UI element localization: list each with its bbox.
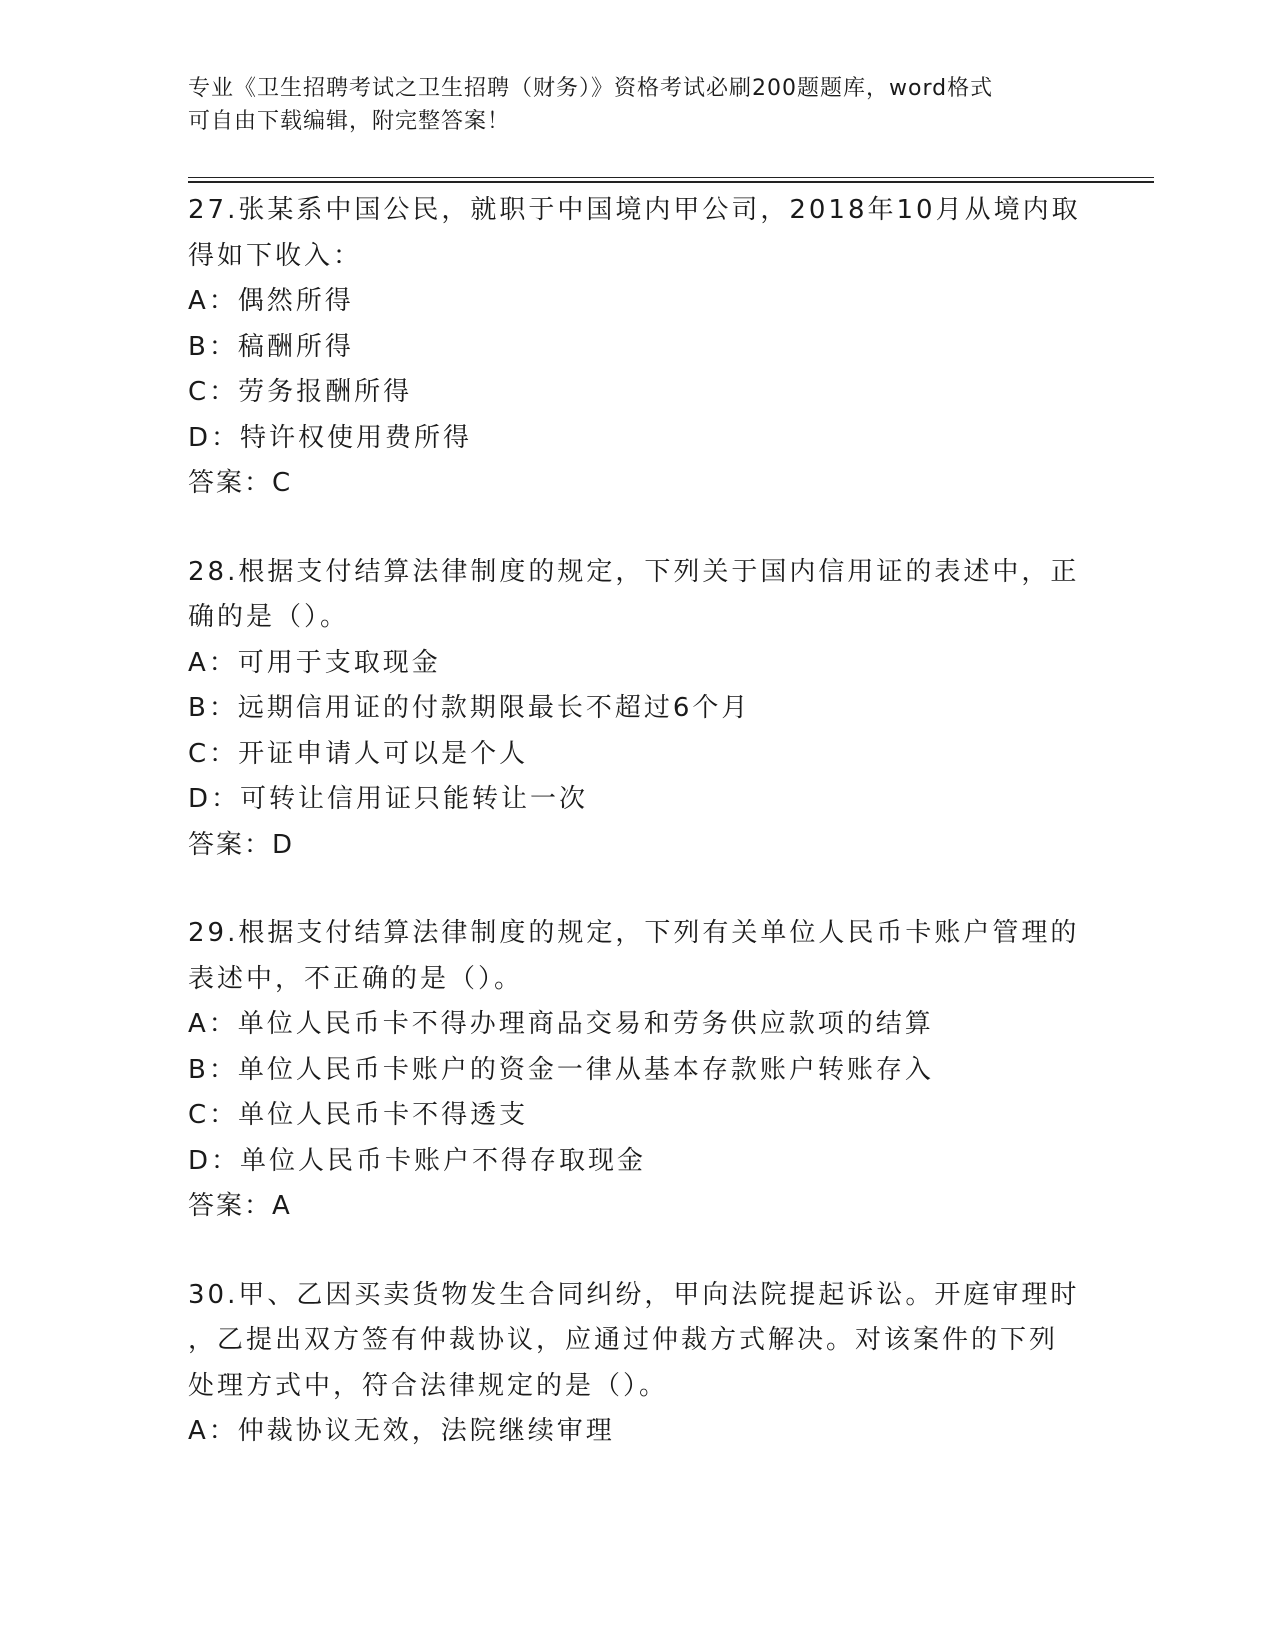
- option-c: C：劳务报酬所得: [188, 377, 413, 407]
- question-stem: [188, 550, 1088, 641]
- option-a: A：偶然所得: [188, 286, 354, 316]
- question-stem-line: 确的是（）。: [188, 602, 350, 632]
- option-d: D：可转让信用证只能转让一次: [188, 784, 589, 814]
- question-stem-line: 得如下收入：: [188, 240, 363, 271]
- document-header: [188, 72, 1088, 138]
- answer-label: 答案：: [188, 1191, 273, 1221]
- header-divider-thick: [188, 181, 1154, 183]
- option-a: A：单位人民币卡不得办理商品交易和劳务供应款项的结算: [188, 1009, 934, 1039]
- option-b: B：远期信用证的付款期限最长不超过6个月: [188, 693, 751, 723]
- question-stem-line: 表述中，不正确的是（）。: [188, 963, 524, 994]
- answer-line: [188, 461, 1088, 507]
- question-27: [188, 188, 1088, 507]
- question-30: [188, 1273, 1088, 1455]
- option-a: A：仲裁协议无效，法院继续审理: [188, 1416, 615, 1446]
- header-title-line-1: 专业《卫生招聘考试之卫生招聘（财务）》资格考试必刷200题题库，word格式: [188, 76, 994, 101]
- answer-label: 答案：: [188, 829, 273, 860]
- question-28: [188, 550, 1088, 869]
- question-stem-line: 30.甲、乙因买卖货物发生合同纠纷，甲向法院提起诉讼。开庭审理时: [188, 1279, 1080, 1310]
- question-29: [188, 911, 1088, 1230]
- header-divider-thin: [188, 177, 1154, 178]
- question-list: [188, 188, 1088, 1498]
- header-title-line-2: 可自由下载编辑，附完整答案！: [188, 109, 511, 134]
- question-stem: [188, 188, 1088, 279]
- option-c: C：开证申请人可以是个人: [188, 738, 529, 769]
- question-stem-line: 29.根据支付结算法律制度的规定，下列有关单位人民币卡账户管理的: [188, 918, 1080, 948]
- answer-label: 答案：: [188, 468, 273, 498]
- answer-value: C: [272, 468, 292, 498]
- option-b: B：稿酬所得: [188, 331, 354, 362]
- answer-value: D: [272, 829, 294, 860]
- question-stem-line: 27.张某系中国公民，就职于中国境内甲公司，2018年10月从境内取: [188, 195, 1081, 225]
- option-d: D：单位人民币卡账户不得存取现金: [188, 1145, 647, 1176]
- option-a: A：可用于支取现金: [188, 647, 441, 678]
- option-b: B：单位人民币卡账户的资金一律从基本存款账户转账存入: [188, 1054, 934, 1085]
- question-stem-line: ，乙提出双方签有仲裁协议，应通过仲裁方式解决。对该案件的下列: [188, 1325, 1059, 1355]
- option-d: D：特许权使用费所得: [188, 422, 473, 453]
- question-stem: [188, 1273, 1088, 1410]
- answer-line: [188, 1184, 1088, 1230]
- answer-line: [188, 823, 1088, 869]
- question-stem-line: 处理方式中，符合法律规定的是（）。: [188, 1370, 669, 1401]
- option-c: C：单位人民币卡不得透支: [188, 1100, 529, 1130]
- question-stem: [188, 911, 1088, 1002]
- question-stem-line: 28.根据支付结算法律制度的规定，下列关于国内信用证的表述中，正: [188, 556, 1080, 587]
- answer-value: A: [272, 1191, 291, 1221]
